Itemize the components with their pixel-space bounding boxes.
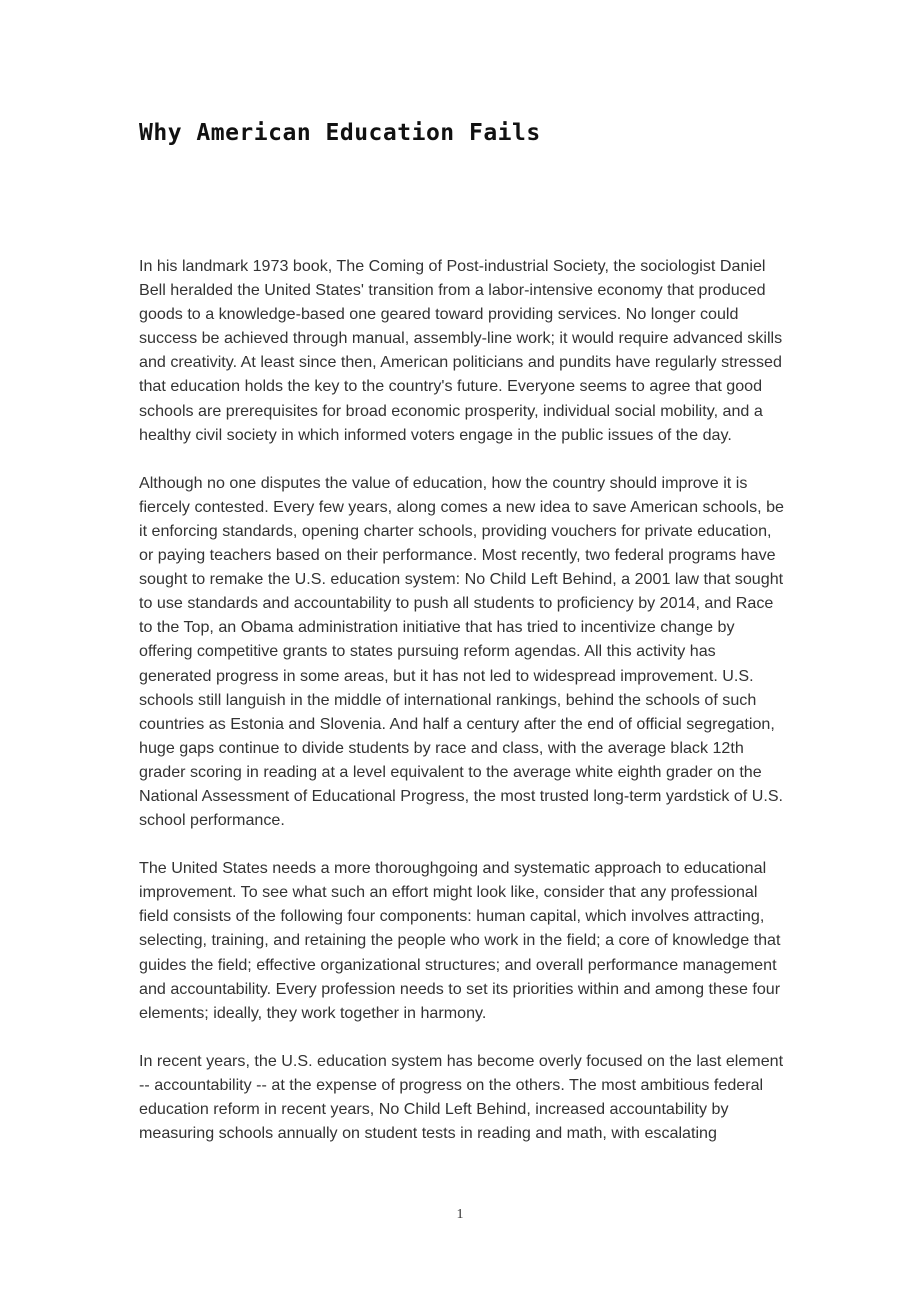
paragraph-3: The United States needs a more thoroughgoing and systematic approach to educational improvement. To see what such an effort might look like, consider that any professional field consists of the following four components: human capital, which involves attracting, selecting, training, and retaining the people who work in the field; a core of knowledge that guides the field; effective organizational structures; and overall performance management and accountability. Every profession needs to set its priorities within and among these four elements; ideally, they work together in harmony. xyxy=(139,859,781,1022)
page-number: 1 xyxy=(456,1207,464,1222)
paragraph-2: Although no one disputes the value of education, how the country should improve it is fiercely contested. Every few years, along comes a new idea to save American schools, be it enforcing standards, opening charter schools, providing vouchers for private education, or paying teachers based on their performance. Most recently, two federal programs have sought to remake the U.S. education system: No Child Left Behind, a 2001 law that sought to use standards and accountability to push all students to proficiency by 2014, and Race to the Top, an Obama administration initiative that has tried to incentivize change by offering competitive grants to states pursuing reform agendas. All this activity has generated progress in some areas, but it has not led to widespread improvement. U.S. schools still languish in the middle of international rankings, behind the schools of such countries as Estonia and Slovenia. And half a century after the end of official segregation, huge gaps continue to divide students by race and class, with the average black 12th grader scoring in reading at a level equivalent to the average white eighth grader on the National Assessment of Educational Progress, the most trusted long-term yardstick of U.S. school performance. xyxy=(139,473,784,830)
paragraph-4: In recent years, the U.S. education system has become overly focused on the last element -- accountability -- at the expense of progress on the others. The most ambitious federal education reform in recent years, No Child Left Behind, increased accountability by measuring schools annually on student tests in reading and math, with escalating xyxy=(139,1051,784,1143)
paragraph-1: In his landmark 1973 book, The Coming of Post-industrial Society, the sociologist Daniel Bell heralded the United States' transition from a labor-intensive economy that produced goods to a knowledge-based one geared toward providing services. No longer could success be achieved through manual, assembly-line work; it would require advanced skills and creativity. At least since then, American politicians and pundits have regularly stressed that education holds the key to the country's future. Everyone seems to agree that good schools are prerequisites for broad economic prosperity, individual social mobility, and a healthy civil society in which informed voters engage in the public issues of the day. xyxy=(139,257,783,444)
article-body xyxy=(139,254,787,1169)
document-title: Why American Education Fails xyxy=(139,120,541,146)
